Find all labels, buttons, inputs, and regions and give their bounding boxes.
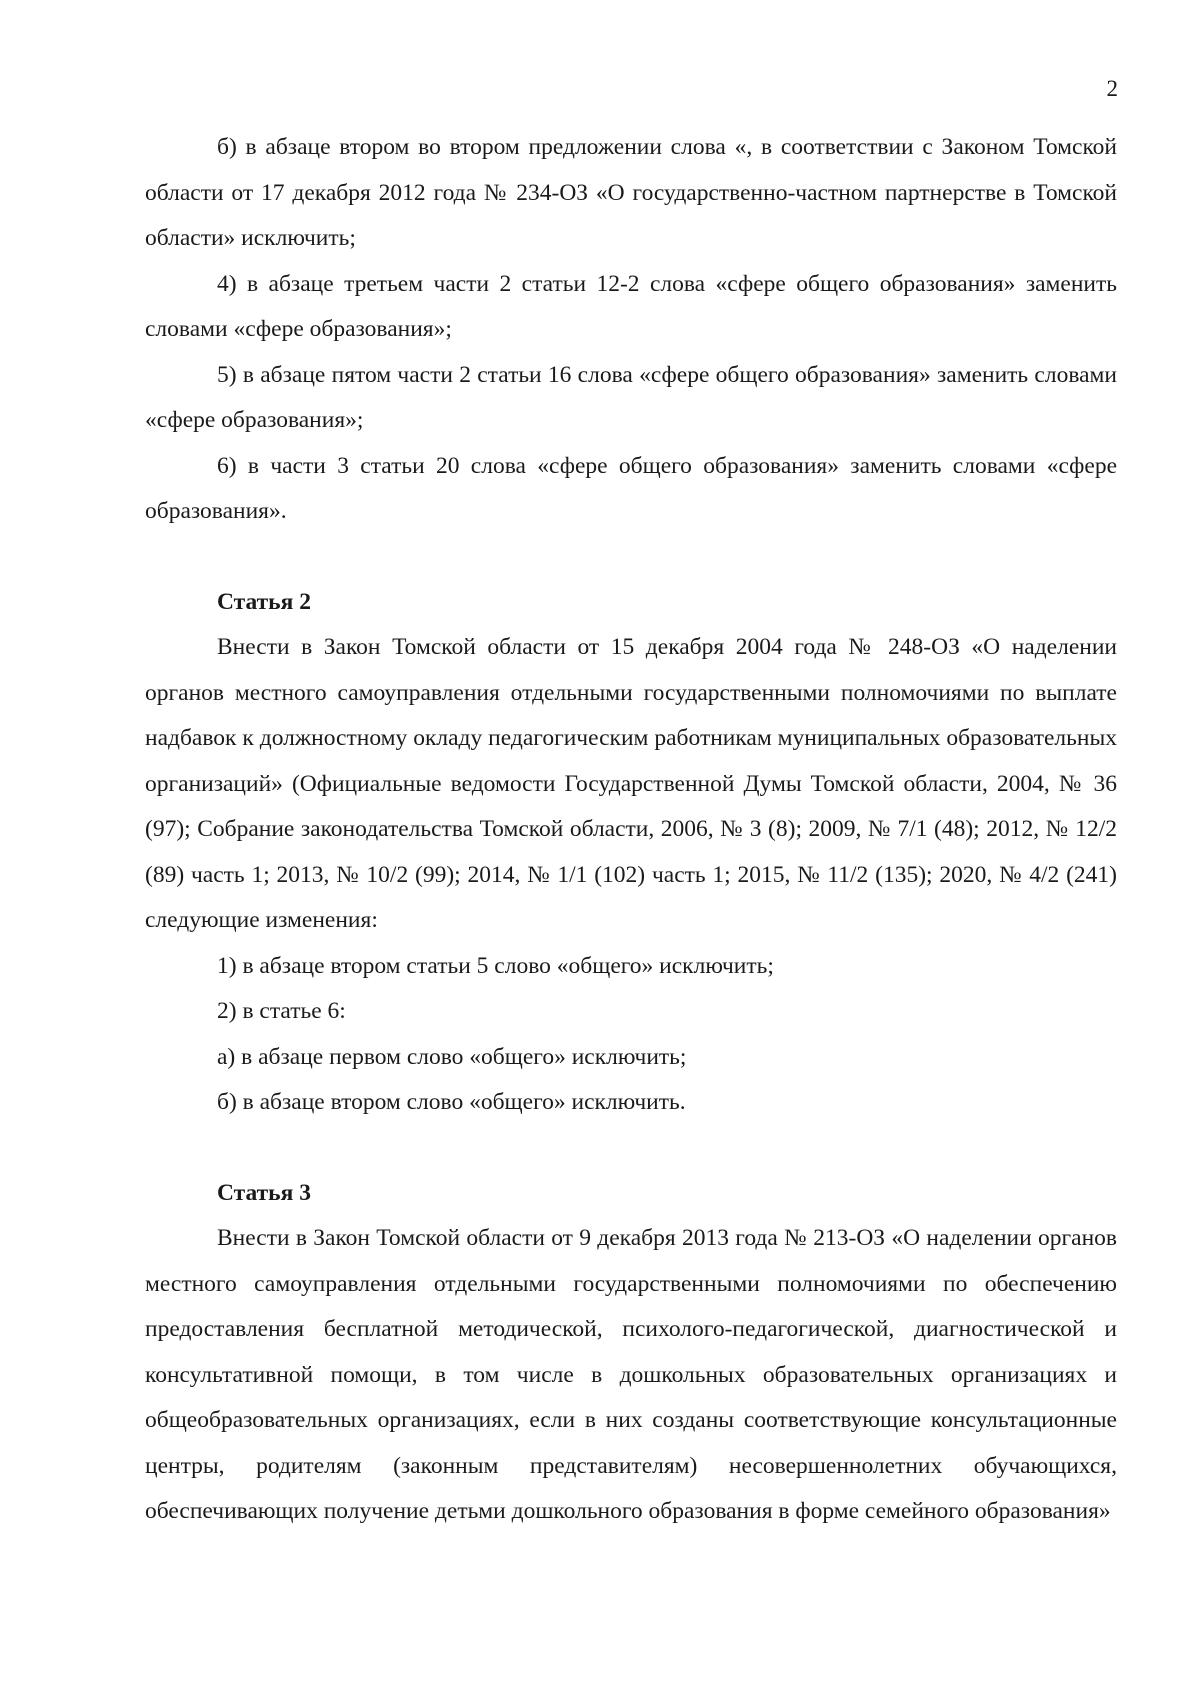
article-2-item-2b: б) в абзаце втором слово «общего» исключить. (217, 1089, 686, 1115)
article-3-intro: Внести в Закон Томской области от 9 декабря 2013 года № 213-ОЗ «О наделении органов местного самоуправления отдельными государственными полномочиями по обеспечению предоставления бесплатной методической, психолого-педагогической, диагностической и консультативной помощи, в том числе в дошкольных образовательных организациях и общеобразовательных организациях, если в них созданы соответствующие консультационные центры, родителям (законным представителям) несовершеннолетних обучающихся, обеспечивающих получение детьми дошкольного образования в форме семейного образования» (145, 1225, 1117, 1524)
paragraph-item-4: 4) в абзаце третьем части 2 статьи 12-2 слова «сфере общего образования» заменить словами «сфере образования»; (145, 270, 1117, 342)
document-body (145, 125, 1117, 1535)
article-2 (145, 580, 1117, 1126)
paragraph-b-second-sentence: б) в абзаце втором во втором предложении слова «, в соответствии с Законом Томской области от 17 декабря 2012 года № 234-ОЗ «О государственно-частном партнерстве в Томской области» исключить; (145, 134, 1117, 251)
paragraph-item-5: 5) в абзаце пятом части 2 статьи 16 слова «сфере общего образования» заменить словами «сфере образования»; (145, 361, 1117, 433)
amendments-continued (145, 125, 1117, 535)
article-3 (145, 1171, 1117, 1535)
article-2-heading: Статья 2 (217, 588, 311, 615)
article-2-item-2: 2) в статье 6: (217, 998, 346, 1024)
page-number: 2 (1106, 76, 1118, 101)
paragraph-item-6: 6) в части 3 статьи 20 слова «сфере общего образования» заменить словами «сфере образования». (145, 452, 1117, 524)
article-2-item-2a: а) в абзаце первом слово «общего» исключить; (217, 1043, 687, 1070)
spacer (145, 535, 1117, 580)
article-3-heading: Статья 3 (217, 1179, 311, 1206)
spacer (145, 1126, 1117, 1171)
article-2-item-1: 1) в абзаце втором статьи 5 слово «общего» исключить; (217, 952, 774, 979)
article-2-intro: Внести в Закон Томской области от 15 декабря 2004 года № 248-ОЗ «О наделении органов местного самоуправления отдельными государственными полномочиями по выплате надбавок к должностному окладу педагогическим работникам муниципальных образовательных организаций» (Официальные ведомости Государственной Думы Томской области, 2004, № 36 (97); Собрание законодательства Томской области, 2006, № 3 (8); 2009, № 7/1 (48); 2012, № 12/2 (89) часть 1; 2013, № 10/2 (99); 2014, № 1/1 (102) часть 1; 2015, № 11/2 (135); 2020, № 4/2 (241) следующие изменения: (145, 634, 1117, 933)
